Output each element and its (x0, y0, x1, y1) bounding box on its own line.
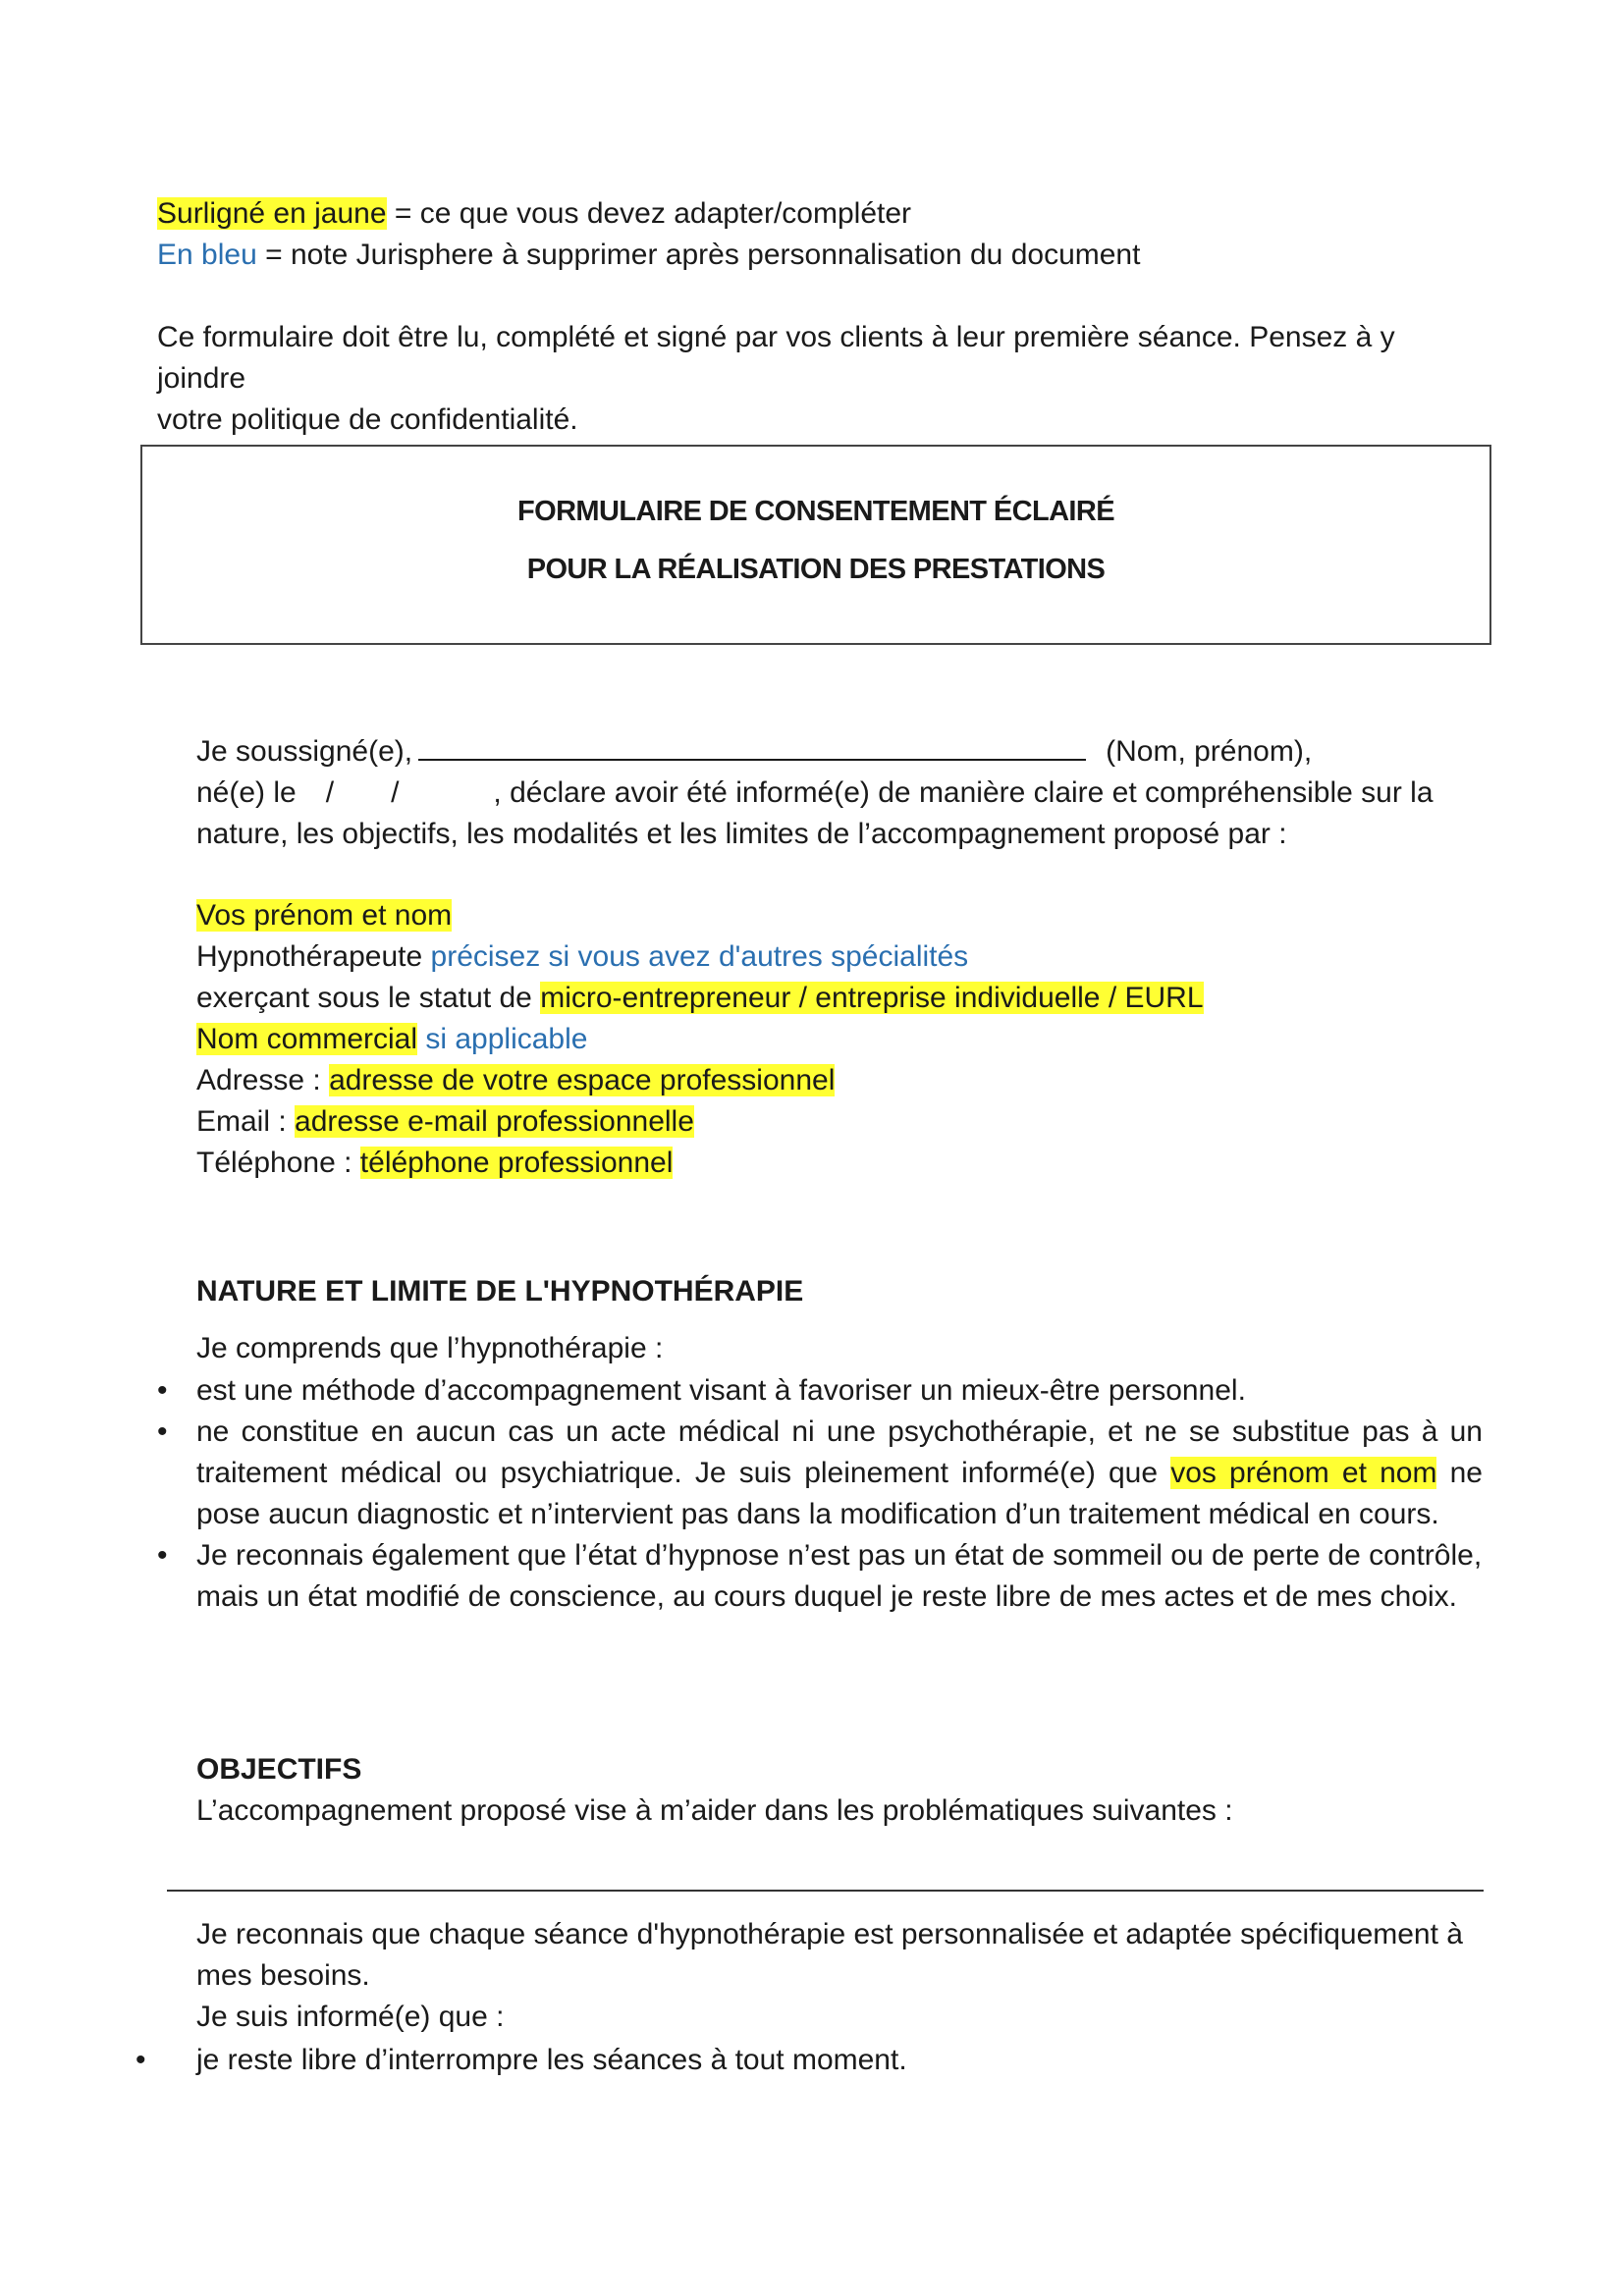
intro-line-2: votre politique de confidentialité. (157, 403, 578, 436)
statut-value: micro-entrepreneur / entreprise individuelle / EURL (540, 982, 1204, 1014)
legend-blue (157, 235, 1483, 276)
nom-commercial-note: si applicable (417, 1023, 588, 1055)
form-title-line-1: FORMULAIRE DE CONSENTEMENT ÉCLAIRÉ (517, 496, 1114, 527)
legend-yellow-text: = ce que vous devez adapter/compléter (386, 197, 912, 230)
declare-text: , déclare avoir été informé(e) de manière claire et compréhensible sur la (493, 776, 1434, 809)
recognize-line-1: Je reconnais que chaque séance d'hypnothérapie est personnalisée et adaptée spécifiquement à (196, 1918, 1463, 1950)
nature-item-2b: ne pose aucun diagnostic et n’intervient pas dans la modification d’un traitement médical en cours. (196, 1457, 1483, 1530)
nature-item-3: Je reconnais également que l’état d’hypnose n’est pas un état de sommeil ou de perte de contrôle, mais un état modifié de conscience, au cours duquel je reste libre de mes actes et de mes choix. (196, 1539, 1483, 1613)
interrupt-item: je reste libre d’interrompre les séances à tout moment. (196, 2044, 907, 2076)
legend-blue-label: En bleu (157, 239, 257, 271)
bullet-icon: • (157, 1374, 168, 1407)
nature-item-1: est une méthode d’accompagnement visant à favoriser un mieux-être personnel. (196, 1374, 1246, 1407)
legend-blue-text: = note Jurisphere à supprimer après personnalisation du document (256, 239, 1141, 271)
bullet-icon: • (157, 1415, 168, 1448)
objectifs-text: L’accompagnement proposé vise à m’aider dans les problématiques suivantes : (196, 1794, 1233, 1827)
declaration-line-3: nature, les objectifs, les modalités et les limites de l’accompagnement proposé par : (196, 818, 1287, 850)
email-value: adresse e-mail professionnelle (295, 1105, 694, 1138)
legend (157, 193, 1483, 276)
objectifs-section-title: OBJECTIFS (196, 1753, 362, 1786)
list-item (157, 1370, 1483, 1412)
profession-label: Hypnothérapeute (196, 940, 431, 973)
date-slash-1: / (325, 776, 335, 809)
declaration-line-2 (196, 773, 1492, 814)
nom-commercial: Nom commercial (196, 1023, 418, 1055)
objectifs-blank-field[interactable] (167, 1890, 1484, 1892)
nom-prenom-label: (Nom, prénom), (1106, 735, 1313, 768)
profession-note: précisez si vous avez d'autres spécialités (430, 940, 969, 973)
adresse-label: Adresse : (196, 1064, 330, 1096)
recognize-line-2: mes besoins. (196, 1959, 370, 1992)
declaration-line-1 (196, 729, 1492, 773)
intro-paragraph (157, 317, 1488, 441)
nature-list (157, 1370, 1483, 1618)
soussigne-label: Je soussigné(e), (196, 735, 413, 768)
bullet-icon: • (135, 2044, 146, 2076)
practitioner-info (196, 895, 1492, 1184)
legend-yellow (157, 193, 1483, 235)
nature-item-2-highlight: vos prénom et nom (1170, 1457, 1437, 1489)
practitioner-name: Vos prénom et nom (196, 899, 453, 932)
intro-line-1: Ce formulaire doit être lu, complété et signé par vos clients à leur première séance. Pensez à y joindre (157, 321, 1395, 395)
birthdate-label: né(e) le (196, 776, 297, 809)
legend-yellow-label: Surligné en jaune (157, 197, 387, 230)
nature-item-2a: ne constitue en aucun cas un acte médical ni une psychothérapie, et ne se substitue pas à un traitement médical ou psychiatrique. Je suis pleinement informé(e) que (196, 1415, 1483, 1489)
recognize-paragraph (196, 1914, 1483, 2038)
adresse-value: adresse de votre espace professionnel (329, 1064, 836, 1096)
phone-value: téléphone professionnel (359, 1147, 674, 1179)
name-blank-field[interactable] (418, 729, 1086, 761)
date-slash-2: / (391, 776, 400, 809)
form-title-line-2: POUR LA RÉALISATION DES PRESTATIONS (526, 554, 1106, 585)
list-item (157, 1535, 1483, 1618)
form-title-box (140, 445, 1491, 645)
nature-intro: Je comprends que l’hypnothérapie : (196, 1332, 664, 1364)
bullet-icon: • (157, 1539, 168, 1572)
nature-section-title: NATURE ET LIMITE DE L'HYPNOTHÉRAPIE (196, 1275, 804, 1308)
recognize-line-3: Je suis informé(e) que : (196, 2001, 505, 2033)
email-label: Email : (196, 1105, 296, 1138)
statut-label: exerçant sous le statut de (196, 982, 541, 1014)
declaration (196, 729, 1492, 855)
phone-label: Téléphone : (196, 1147, 360, 1179)
list-item (157, 1412, 1483, 1535)
